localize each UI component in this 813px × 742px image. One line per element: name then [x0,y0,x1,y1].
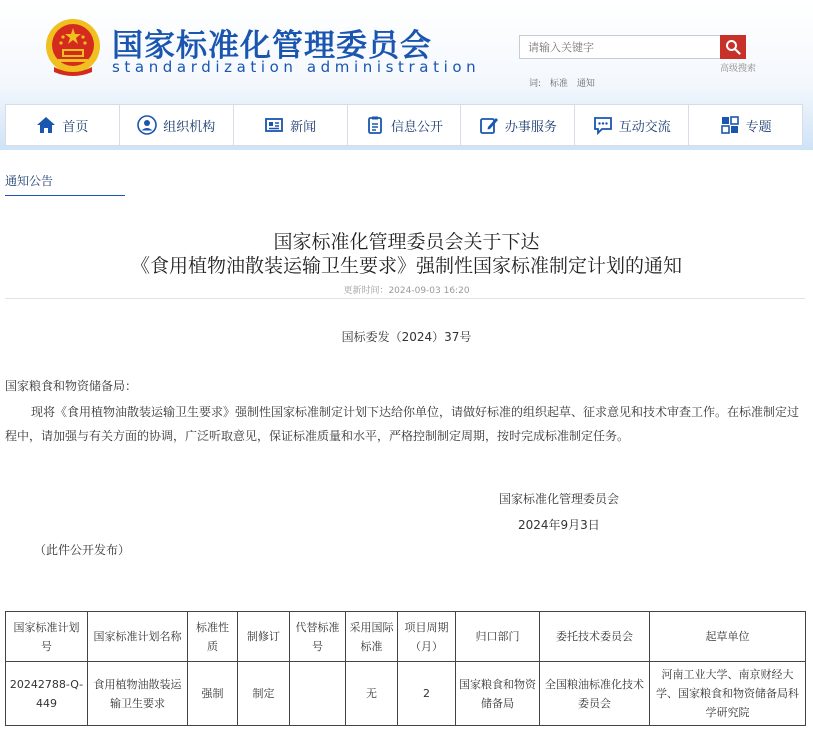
table-header-cell: 项目周期（月） [398,612,456,662]
clipboard-icon [365,115,385,135]
nav-item-info-disclosure[interactable] [348,105,462,145]
table-cell: 食用植物油散装运输卫生要求 [88,662,188,726]
table-header-row [6,612,806,662]
table-header-cell: 国家标准计划名称 [88,612,188,662]
article-update-time: 更新时间：2024-09-03 16:20 [343,286,470,296]
hot-words-label: 词: [529,79,542,89]
hot-words [529,76,601,89]
table-cell: 国家粮食和物资储备局 [456,662,540,726]
article-title-line2: 《食用植物油散装运输卫生要求》强制性国家标准制定计划的通知 [130,255,682,277]
table-header-cell: 起草单位 [650,612,806,662]
search-button[interactable] [720,35,746,59]
signature-organization: 国家标准化管理委员会 [499,492,620,506]
table-cell: 全国粮油标准化技术委员会 [540,662,650,726]
table-cell: 制定 [238,662,290,726]
nav-item-label: 互动交流 [618,119,671,135]
hot-word-link[interactable]: 标准 [549,79,568,89]
document-number: 国标委发（2024）37号 [341,330,472,344]
table-cell: 2 [398,662,456,726]
user-icon [137,115,157,135]
main-nav [5,104,803,146]
recipient: 国家粮食和物资储备局： [5,379,138,393]
nav-item-interaction[interactable] [575,105,689,145]
edit-icon [479,115,499,135]
table-header-cell: 国家标准计划号 [6,612,88,662]
advanced-search-link[interactable]: 高级搜索 [720,64,757,74]
chat-icon [593,115,613,135]
topic-icon [720,115,740,135]
breadcrumb-underline [5,195,125,196]
newspaper-icon [264,115,284,135]
nav-item-news[interactable] [234,105,348,145]
table-cell: 强制 [188,662,238,726]
nav-item-home[interactable] [6,105,120,145]
signature-date: 2024年9月3日 [518,518,600,532]
table-cell: 20242788-Q-449 [6,662,88,726]
site-logo-cn[interactable]: 国家标准化管理委员会 [112,28,432,64]
nav-item-services[interactable] [461,105,575,145]
table-header-cell: 制修订 [238,612,290,662]
divider [5,298,805,299]
nav-item-label: 组织机构 [163,119,216,135]
standard-plan-table [5,611,806,726]
table-cell [290,662,346,726]
breadcrumb[interactable]: 通知公告 [5,174,54,188]
nav-item-topics[interactable] [689,105,802,145]
hot-word-link[interactable]: 通知 [576,79,595,89]
article-title-line1: 国家标准化管理委员会关于下达 [273,231,540,253]
table-header-cell: 归口部门 [456,612,540,662]
nav-item-label: 首页 [62,119,89,135]
table-header-cell: 采用国际标准 [346,612,398,662]
table-header-cell: 标准性质 [188,612,238,662]
search-input[interactable] [519,35,721,59]
table-header-cell: 代替标准号 [290,612,346,662]
site-logo-en: standardization administration [112,58,481,76]
nav-item-label: 办事服务 [504,119,557,135]
nav-item-organization[interactable] [120,105,234,145]
nav-item-label: 新闻 [290,119,317,135]
nav-item-label: 信息公开 [391,119,444,135]
table-cell: 河南工业大学、南京财经大学、国家粮食和物资储备局科学研究院 [650,662,806,726]
nav-item-label: 专题 [745,119,772,135]
home-icon [36,115,56,135]
table-header-cell: 委托技术委员会 [540,612,650,662]
table-row [6,662,806,726]
table-cell: 无 [346,662,398,726]
search-icon [725,39,741,55]
publish-note: （此件公开发布） [34,543,131,557]
national-emblem-icon [44,17,102,79]
article-body: 现将《食用植物油散装运输卫生要求》强制性国家标准制定计划下达给你单位，请做好标准的组织起草、征求意见和技术审查工作。在标准制定过程中，请加强与有关方面的协调，广泛听取意见，保证标准质量和水平，严格控制制定周期，按时完成标准制定任务。 [5,405,800,443]
